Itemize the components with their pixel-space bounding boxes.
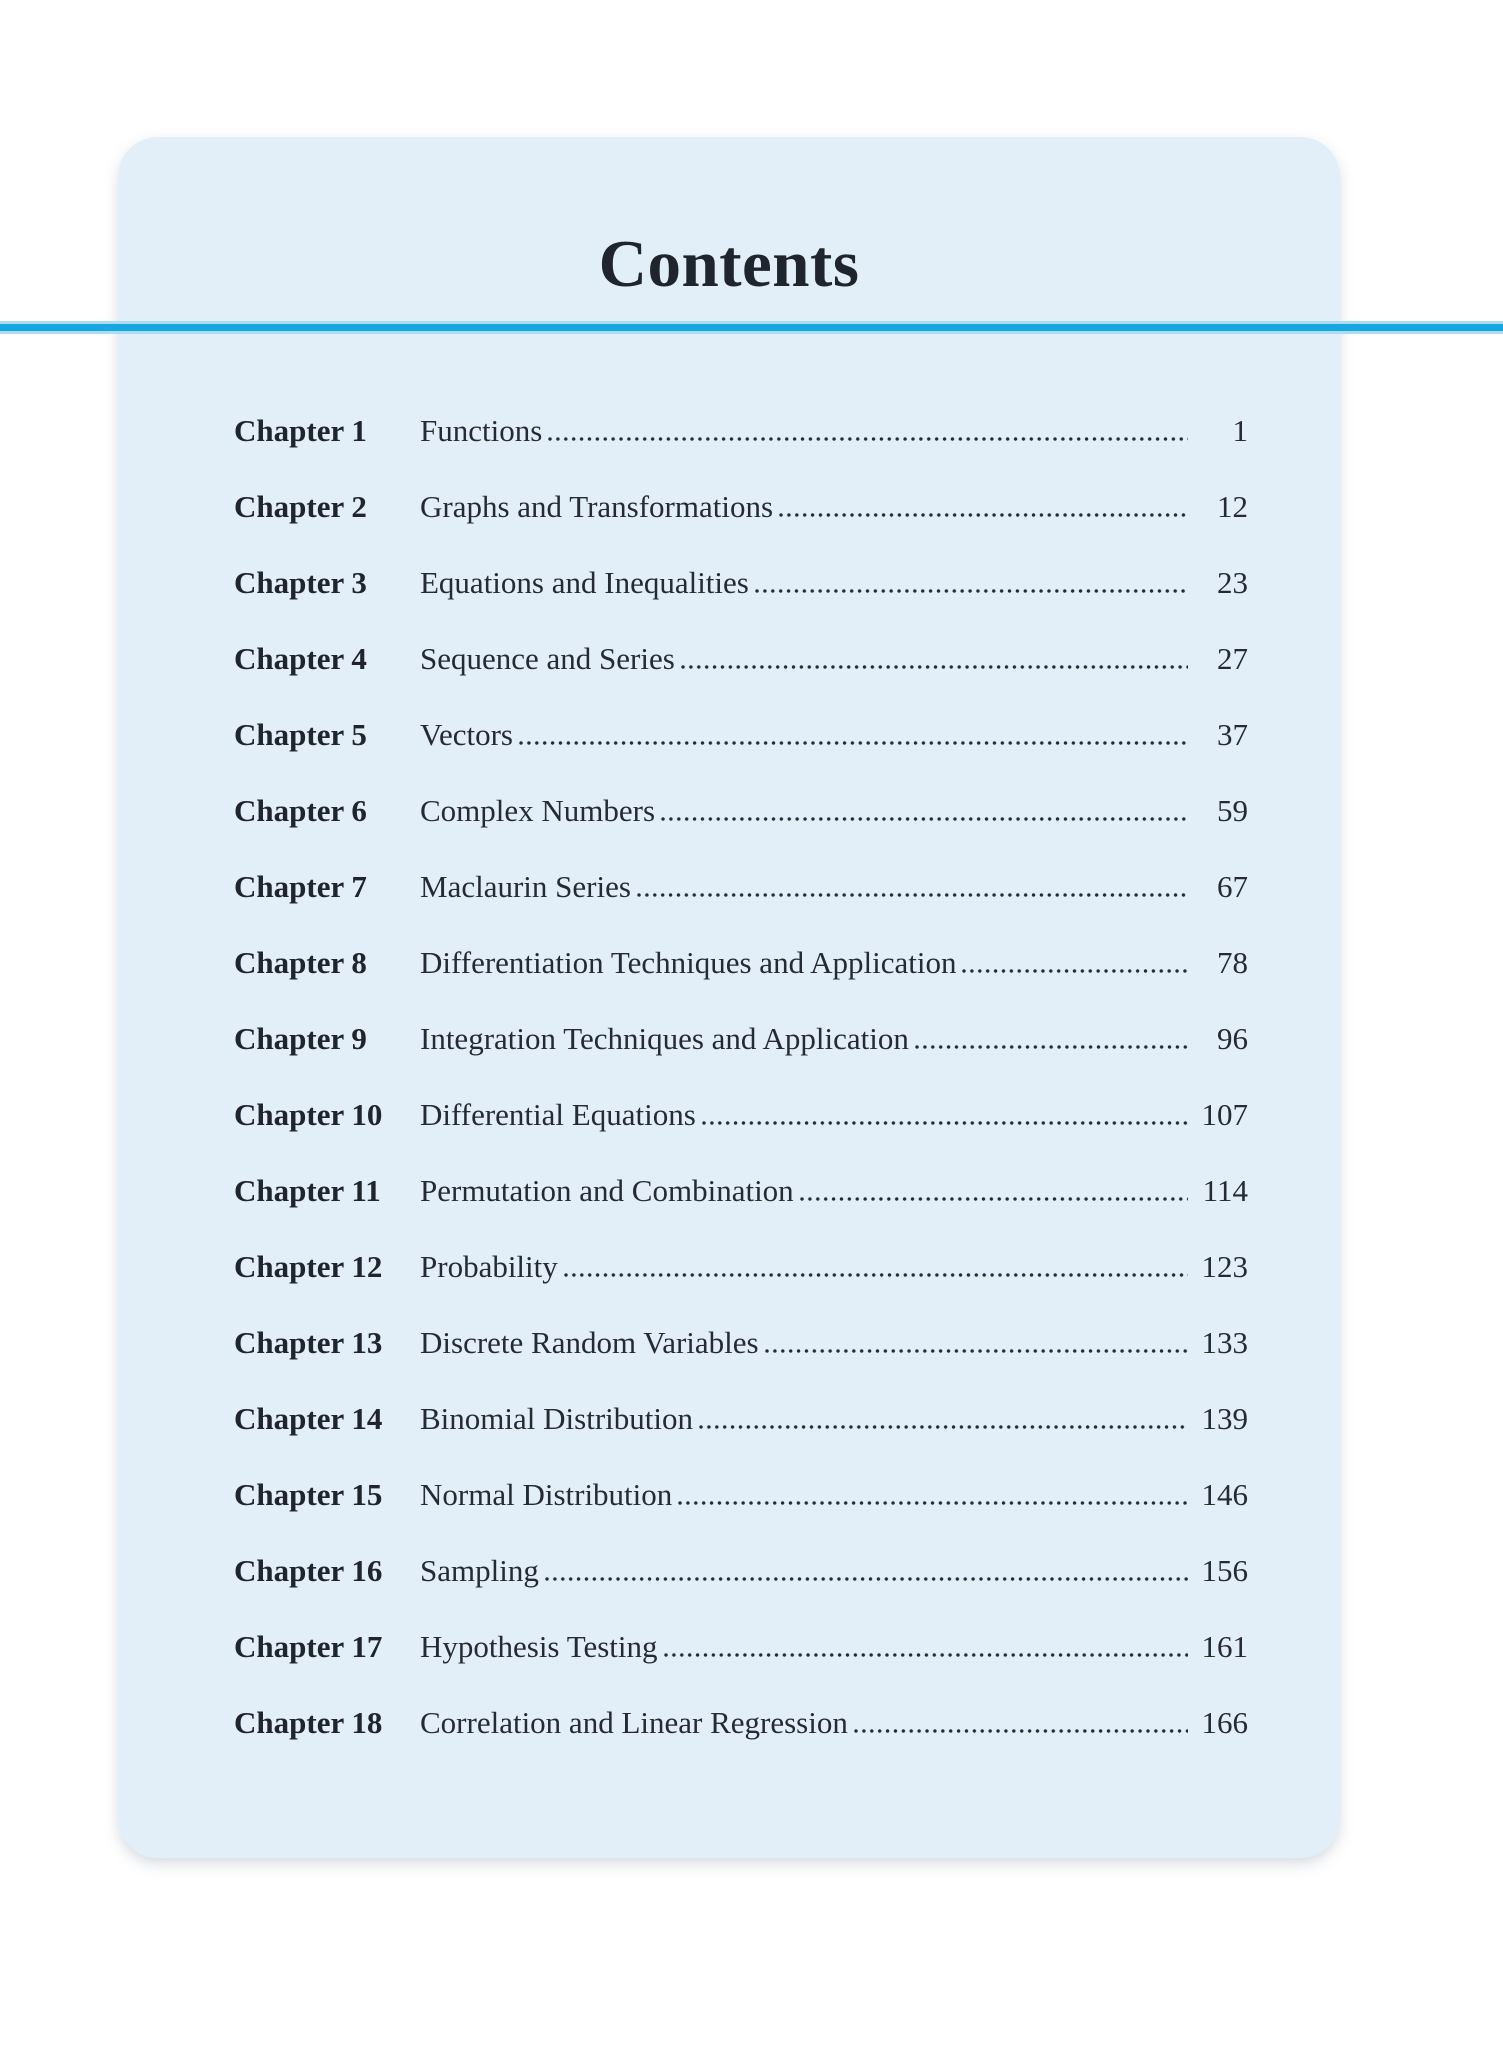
page-number: 107 xyxy=(1201,1097,1248,1132)
page-number: 114 xyxy=(1202,1173,1248,1208)
dot-leader xyxy=(962,969,1188,973)
dot-leader xyxy=(779,513,1188,517)
toc-row xyxy=(234,1094,1248,1136)
dot-leader xyxy=(854,1729,1188,1733)
toc-row xyxy=(234,1702,1248,1744)
toc-row xyxy=(234,1550,1248,1592)
toc-row xyxy=(234,1246,1248,1288)
chapter-label: Chapter 4 xyxy=(234,641,367,676)
chapter-label: Chapter 11 xyxy=(234,1173,381,1208)
chapter-title: Graphs and Transformations xyxy=(420,489,774,524)
chapter-label: Chapter 13 xyxy=(234,1325,383,1360)
dot-leader xyxy=(800,1197,1188,1201)
dot-leader xyxy=(765,1349,1188,1353)
toc-row xyxy=(234,1170,1248,1212)
page-number: 139 xyxy=(1201,1401,1248,1436)
chapter-title: Sampling xyxy=(420,1553,539,1588)
page-number: 78 xyxy=(1217,945,1248,980)
chapter-label: Chapter 12 xyxy=(234,1249,383,1284)
dot-leader xyxy=(678,1501,1188,1505)
page-title: Contents xyxy=(598,227,860,301)
toc-row xyxy=(234,1474,1248,1516)
chapter-label: Chapter 9 xyxy=(234,1021,367,1056)
chapter-label: Chapter 17 xyxy=(234,1629,383,1664)
dot-leader xyxy=(545,1577,1188,1581)
page-number: 67 xyxy=(1217,869,1248,904)
chapter-label: Chapter 6 xyxy=(234,793,367,828)
chapter-label: Chapter 7 xyxy=(234,869,367,904)
chapter-label: Chapter 5 xyxy=(234,717,367,752)
chapter-title: Maclaurin Series xyxy=(420,869,631,904)
page-number: 166 xyxy=(1201,1705,1248,1740)
chapter-title: Differential Equations xyxy=(420,1097,696,1132)
page-number: 146 xyxy=(1201,1477,1248,1512)
chapter-title: Binomial Distribution xyxy=(420,1401,693,1436)
page-number: 12 xyxy=(1217,489,1248,524)
page-number: 59 xyxy=(1217,793,1248,828)
page-number: 96 xyxy=(1217,1021,1248,1056)
dot-leader xyxy=(702,1121,1188,1125)
page-number: 27 xyxy=(1217,641,1248,676)
dot-leader xyxy=(564,1273,1188,1277)
chapter-label: Chapter 15 xyxy=(234,1477,383,1512)
chapter-title: Discrete Random Variables xyxy=(420,1325,759,1360)
dot-leader xyxy=(637,893,1188,897)
chapter-label: Chapter 1 xyxy=(234,413,367,448)
dot-leader xyxy=(661,817,1188,821)
toc-row xyxy=(234,1018,1248,1060)
page-number: 37 xyxy=(1217,717,1248,752)
dot-leader xyxy=(664,1653,1188,1657)
dot-leader xyxy=(548,437,1188,441)
toc-row xyxy=(234,1626,1248,1668)
dot-leader xyxy=(755,589,1188,593)
chapter-title: Probability xyxy=(420,1249,558,1284)
chapter-label: Chapter 16 xyxy=(234,1553,383,1588)
contents-panel xyxy=(118,137,1340,1858)
toc-row xyxy=(234,410,1248,452)
toc-row xyxy=(234,486,1248,528)
chapter-label: Chapter 10 xyxy=(234,1097,383,1132)
chapter-title: Equations and Inequalities xyxy=(420,565,749,600)
chapter-title: Normal Distribution xyxy=(420,1477,673,1512)
page-number: 133 xyxy=(1201,1325,1248,1360)
chapter-title: Correlation and Linear Regression xyxy=(420,1705,848,1740)
chapter-title: Complex Numbers xyxy=(420,793,656,828)
page-number: 23 xyxy=(1217,565,1248,600)
page-number: 1 xyxy=(1232,413,1248,448)
toc-row xyxy=(234,1322,1248,1364)
chapter-label: Chapter 2 xyxy=(234,489,367,524)
toc-row xyxy=(234,866,1248,908)
page-number: 161 xyxy=(1201,1629,1248,1664)
dot-leader xyxy=(519,741,1188,745)
toc-row xyxy=(234,562,1248,604)
dot-leader xyxy=(681,665,1188,669)
toc-row xyxy=(234,638,1248,680)
chapter-label: Chapter 3 xyxy=(234,565,367,600)
toc-row xyxy=(234,942,1248,984)
chapter-label: Chapter 8 xyxy=(234,945,367,980)
chapter-label: Chapter 14 xyxy=(234,1401,383,1436)
page-number: 156 xyxy=(1201,1553,1248,1588)
table-of-contents xyxy=(234,410,1248,1744)
chapter-title: Differentiation Techniques and Application xyxy=(420,945,957,980)
dot-leader xyxy=(915,1045,1188,1049)
chapter-title: Vectors xyxy=(420,717,513,752)
toc-row xyxy=(234,1398,1248,1440)
page-number: 123 xyxy=(1201,1249,1248,1284)
toc-row xyxy=(234,790,1248,832)
dot-leader xyxy=(699,1425,1188,1429)
chapter-title: Permutation and Combination xyxy=(420,1173,794,1208)
chapter-title: Sequence and Series xyxy=(420,641,675,676)
chapter-title: Integration Techniques and Application xyxy=(420,1021,909,1056)
accent-divider-line xyxy=(0,321,1503,334)
chapter-title: Hypothesis Testing xyxy=(420,1629,658,1664)
toc-row xyxy=(234,714,1248,756)
chapter-title: Functions xyxy=(420,413,543,448)
chapter-label: Chapter 18 xyxy=(234,1705,383,1740)
